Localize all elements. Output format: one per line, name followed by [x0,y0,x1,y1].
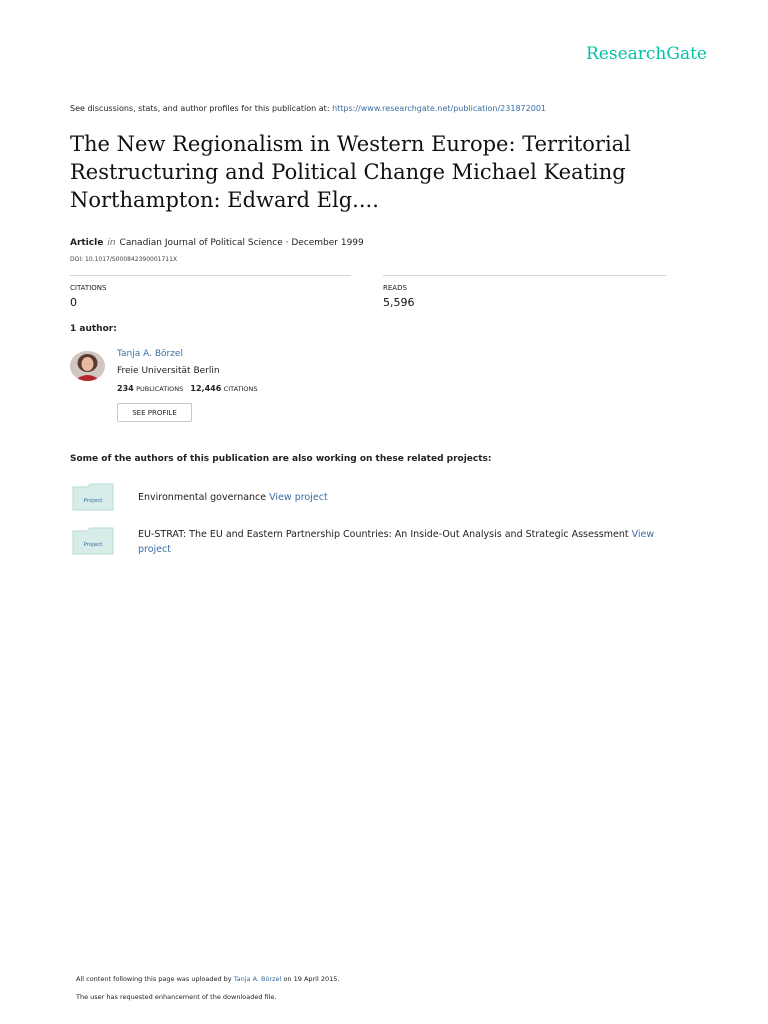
researchgate-logo[interactable]: ResearchGate [586,44,707,64]
publication-meta [70,238,364,248]
upload-prefix: All content following this page was uploaded by [76,975,234,983]
project-icon-label: Project [83,498,103,504]
doi: DOI: 10.1017/S000842390001711X [70,256,178,263]
project-folder-icon [72,527,114,555]
author-stats [117,384,258,393]
author-publications-count: 234 [117,384,134,393]
reads-value: 5,596 [383,296,415,309]
see-discussions-line [70,104,546,113]
view-project-link[interactable]: View project [138,529,655,555]
author-institution: Freie Universität Berlin [117,366,220,376]
uploader-link[interactable]: Tanja A. Börzel [233,975,282,983]
project-title: Environmental governance [138,492,270,503]
author-publications-label: PUBLICATIONS [136,385,184,393]
reads-label: READS [383,284,407,292]
see-profile-button[interactable]: SEE PROFILE [117,403,192,422]
publication-type: Article [70,238,104,248]
project-title: EU-STRAT: The EU and Eastern Partnership Countries: An Inside-Out Analysis and Strategic Assessment [138,529,632,540]
enhancement-note: The user has requested enhancement of the downloaded file. [76,993,277,1001]
project-folder-icon [72,483,114,511]
publication-title: The New Regionalism in Western Europe: Territorial Restructuring and Political Change Michael Keating Northampton: Edward Elg.... [70,132,631,212]
in-word: in [107,238,116,248]
author-citations-count: 12,446 [190,384,222,393]
project-item [138,527,678,557]
upload-note [76,975,339,983]
upload-suffix: on 19 April 2015. [281,975,340,983]
citations-label: CITATIONS [70,284,107,292]
view-project-link[interactable]: View project [269,492,328,503]
project-item [138,490,678,505]
related-projects-label: Some of the authors of this publication are also working on these related projects: [70,454,492,464]
publication-url-link[interactable]: https://www.researchgate.net/publication/231872001 [332,104,546,113]
author-name-link[interactable]: Tanja A. Börzel [117,349,183,359]
author-avatar[interactable] [70,351,105,381]
citations-value: 0 [70,296,77,309]
see-discussions-text: See discussions, stats, and author profiles for this publication at: [70,104,333,113]
project-icon-label: Project [83,542,103,548]
journal-date: Canadian Journal of Political Science · December 1999 [119,238,364,248]
reads-divider [383,275,666,276]
citations-divider [70,275,351,276]
author-citations-label: CITATIONS [223,385,258,393]
authors-label: 1 author: [70,324,117,334]
